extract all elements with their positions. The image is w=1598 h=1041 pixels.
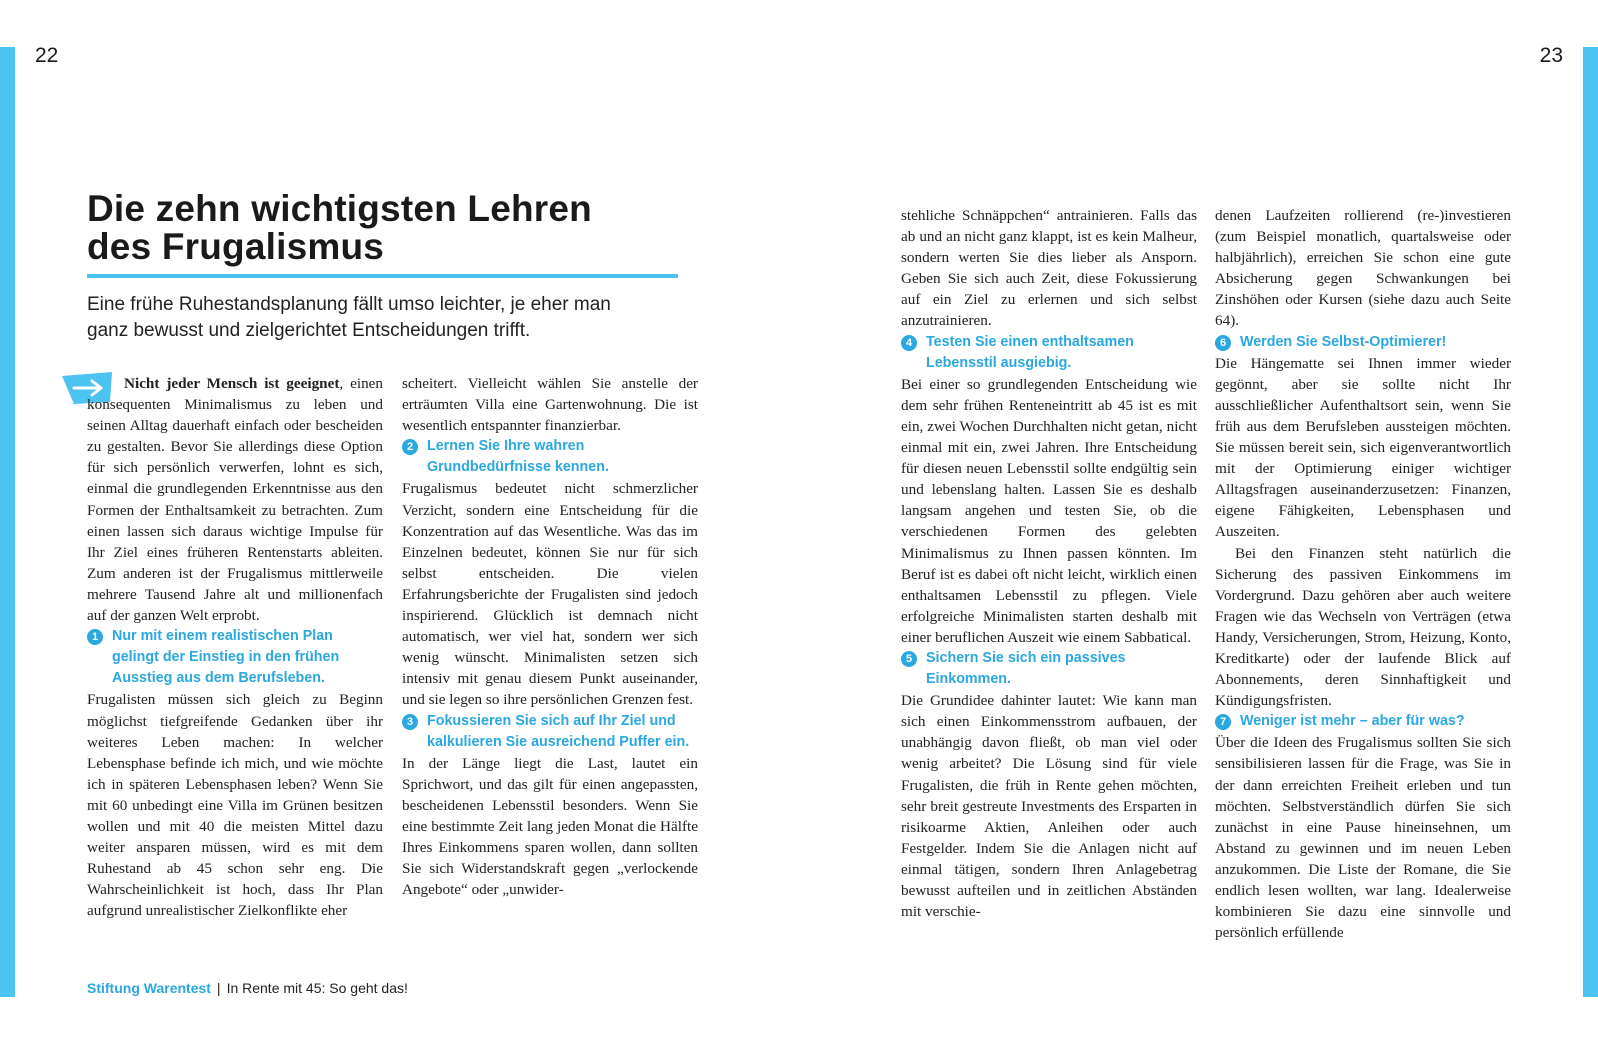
right-page-edge <box>1583 47 1598 997</box>
footer-book-title: In Rente mit 45: So geht das! <box>226 980 408 996</box>
lesson-text-2: Frugalismus bedeutet nicht schmerzlicher Verzicht, sondern eine Entscheidung für die Konzentration auf das Wesentliche. Was das im Einzelnen bedeutet, können Sie nur für sich selbst entscheiden. Die vielen Erfahrungsberichte der Frugalisten sind jedoch inspirierend. Glücklich ist demnach nicht automatisch, wer viel hat, sondern wer sich wenig wünscht. Minimalisten setzen sich intensiv mit genau diesem Punkt auseinander, und sie legen so ihre persönlichen Grenzen fest. <box>402 480 698 709</box>
column-3 <box>901 205 1197 922</box>
lesson-number-badge: 6 <box>1215 335 1231 351</box>
lesson-text-6b: Bei den Finanzen steht natürlich die Sicherung des passiven Einkommens im Vordergrund. Dazu gehören aber auch weitere Fragen wie das Wechseln von Verträgen (etwa Handy, Versicherungen, Strom, Heizung, Konto, Kreditkarte) oder der laufende Blick auf Abonnements, deren Sinnhaftigkeit und Kündigungsfristen. <box>1215 544 1511 710</box>
continuation-text-4: denen Laufzeiten rollierend (re-)investieren (zum Beispiel monatlich, quartalsweise oder halbjährlich), erreichen Sie schon eine gute Absicherung gegen Schwankungen bei Zinshöhen oder Kursen (siehe dazu auch Seite 64). <box>1215 207 1511 330</box>
column-2 <box>402 373 698 900</box>
lesson-text-1: Frugalisten müssen sich gleich zu Beginn möglichst tiefgreifende Gedanken über ihr weiteres Leben machen: In welcher Lebensphase befinde ich mich, und wie möchte ich in späteren Lebensphasen leben? Wenn Sie mit 60 unbedingt eine Villa im Grünen besitzen wollen und mit 40 die meisten Mittel dazu weiter ansparen müssen, wird es mit dem Ruhestand ab 45 schon sehr eng. Die Wahrscheinlichkeit ist hoch, dass Ihr Plan aufgrund unrealistischer Zielkonflikte eher <box>87 691 383 920</box>
lesson-number-badge: 2 <box>402 439 418 455</box>
lead-paragraph <box>87 292 687 344</box>
lesson-2-intro-continuation: scheitert. Vielleicht wählen Sie anstelle der erträumten Villa eine Gartenwohnung. Die ist wesentlich entspannter finanzierbar. <box>402 375 698 435</box>
intro-bold: Nicht jeder Mensch ist geeignet <box>124 375 340 392</box>
lesson-number-badge: 7 <box>1215 714 1231 730</box>
title-line-2: des Frugalismus <box>87 226 385 267</box>
lead-line-1: Eine frühe Ruhestandsplanung fällt umso leichter, je eher man <box>87 294 611 315</box>
lesson-number-badge: 3 <box>402 714 418 730</box>
intro-text: , einen konsequenten Minimalismus zu leben und seinen Alltag dauerhaft einfach oder bescheiden zu gestalten. Bevor Sie allerdings diese Option für sich persönlich verwerfen, lohnt es sich, einmal die grundlegenden Erkenntnisse aus den Formen der Enthaltsamkeit zu betrachten. Zum einen lassen sich daraus wichtige Impulse für Ihr Ziel eines früheren Rentenstarts ableiten. Zum anderen ist der Frugalismus mittlerweile mehrere Tausend Jahre alt und millionenfach auf der ganzen Welt erprobt. <box>87 375 384 625</box>
footer-brand: Stiftung Warentest <box>87 980 211 996</box>
lesson-number-badge: 5 <box>901 651 917 667</box>
lesson-number-badge: 1 <box>87 629 103 645</box>
column-4 <box>1215 205 1511 943</box>
title-underline <box>87 274 678 278</box>
lesson-text-7: Über die Ideen des Frugalismus sollten Sie sich sensibilisieren lassen für die Frage, was Sie in der dann erreichten Freiheit erleben und tun möchten. Selbstverständlich dürfen Sie sich zunächst in eine Pause hineinsehnen, um Abstand zu gewinnen und im neuen Leben anzukommen. Die Liste der Romane, die Sie endlich lesen wollten, war lang. Idealerweise kombinieren Sie dazu eine sinnvolle und persönlich erfüllende <box>1215 734 1511 942</box>
lead-line-2: ganz bewusst und zielgerichtet Entscheidungen trifft. <box>87 320 531 341</box>
column-1 <box>87 373 383 921</box>
lesson-heading-6: 6 Werden Sie Selbst-Optimierer! <box>1215 332 1511 353</box>
lesson-heading-1: 1 Nur mit einem realistischen Plan gelingt der Einstieg in den frühen Ausstieg aus dem Berufsleben. <box>87 626 383 689</box>
lesson-heading-5: 5 Sichern Sie sich ein passives Einkommen. <box>901 648 1197 690</box>
footer-separator: | <box>216 980 221 996</box>
lesson-text-4: Bei einer so grundlegenden Entscheidung wie dem sehr frühen Renteneintritt ab 45 ist es mit ein, zwei Wochen Durchhalten nicht getan, nicht einmal mit ein, zwei Jahren. Ihre Entscheidung für diesen neuen Lebensstil sollte endgültig sein und lebenslang halten. Lassen Sie es deshalb langsam angehen und testen Sie, ob die verschiedenen Formen des gelebten Minimalismus zu Ihnen passen könnten. Im Beruf ist es dabei oft nicht leicht, wirklich einen enthaltsamen Lebensstil zu pflegen. Viele erfolgreiche Minimalisten starten deshalb mit einer beruflichen Auszeit wie einem Sabbatical. <box>901 375 1197 646</box>
intro-paragraph <box>87 373 383 626</box>
lesson-number-badge: 4 <box>901 335 917 351</box>
continuation-text-3: stehliche Schnäppchen“ antrainieren. Falls das ab und an nicht ganz klappt, ist es kein Malheur, sondern werten Sie dies lieber als Ansporn. Geben Sie sich auch Zeit, diese Fokussierung auf ein Ziel zu erlernen und sich selbst anzutrainieren. <box>901 207 1197 330</box>
title-line-1: Die zehn wichtigsten Lehren <box>87 188 592 229</box>
page-title <box>87 190 687 266</box>
lesson-heading-7: 7 Weniger ist mehr – aber für was? <box>1215 711 1511 732</box>
lesson-heading-3: 3 Fokussieren Sie sich auf Ihr Ziel und kalkulieren Sie ausreichend Puffer ein. <box>402 711 698 753</box>
left-page-edge <box>0 47 15 997</box>
lesson-text-5: Die Grundidee dahinter lautet: Wie kann man sich einen Einkommensstrom aufbauen, der unabhängig davon fließt, ob man viel oder wenig arbeitet? Die Lösung sind für viele Frugalisten, die früh in Rente gehen möchten, sehr breit gestreute Investments des Ersparten in risikoarme Aktien, Anleihen oder auch Festgelder. Indem Sie die Anlagen nicht auf einmal tätigen, sondern Ihren Anlagebetrag bewusst aufteilen und in zeitlichen Abständen mit verschie- <box>901 692 1197 921</box>
page-footer <box>87 980 408 996</box>
lesson-text-6: Die Hängematte sei Ihnen immer wieder gegönnt, aber sie sollte nicht Ihr ausschließlicher Aufenthaltsort sein, wenn Sie früh aus dem Berufsleben aussteigen möchten. Sie müssen bereit sein, sich eigenverantwortlich mit der Optimierung einiger wichtiger Alltagsfragen auseinanderzusetzen: Finanzen, eigene Fähigkeiten, Lebensphasen und Auszeiten. <box>1215 354 1511 541</box>
page-number-right: 23 <box>1539 44 1563 67</box>
lesson-text-3: In der Länge liegt die Last, lautet ein Sprichwort, und das gilt für einen angepassten, bescheidenen Lebensstil besonders. Wenn Sie eine bestimmte Zeit lang jeden Monat die Hälfte Ihres Einkommens sparen wollen, dann sollten Sie sich Widerstandskraft gegen „verlockende Angebote“ oder „unwider- <box>402 754 698 899</box>
lesson-heading-4: 4 Testen Sie einen enthaltsamen Lebensstil ausgiebig. <box>901 332 1197 374</box>
lesson-heading-2: 2 Lernen Sie Ihre wahren Grundbedürfnisse kennen. <box>402 436 698 478</box>
page-number-left: 22 <box>35 44 59 67</box>
